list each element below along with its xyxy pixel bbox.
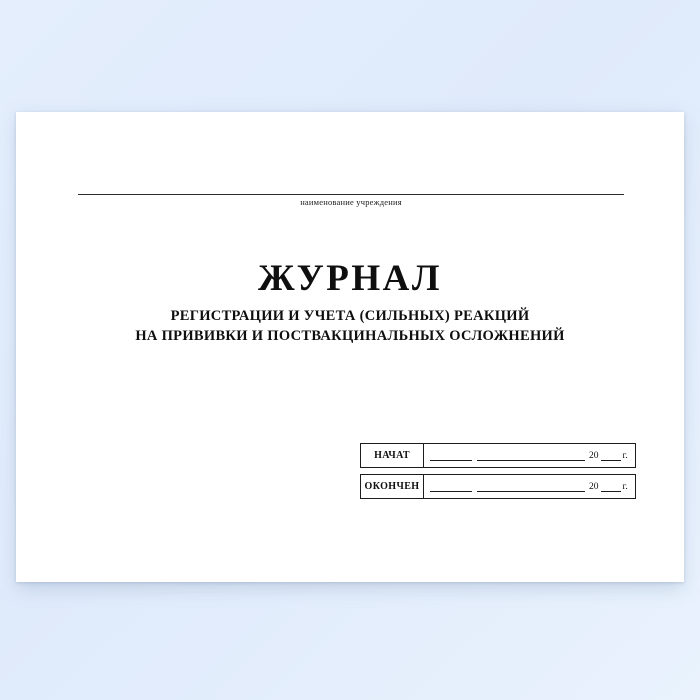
finished-month-blank[interactable] <box>477 481 585 492</box>
finished-date-row <box>360 474 636 499</box>
started-year-prefix: 20 <box>589 450 599 461</box>
document-subtitle-line-1: РЕГИСТРАЦИИ И УЧЕТА (СИЛЬНЫХ) РЕАКЦИЙ <box>170 307 530 324</box>
started-year-suffix: г. <box>622 450 628 461</box>
title-block <box>16 260 684 345</box>
started-day-blank[interactable] <box>430 450 472 461</box>
started-date-row <box>360 443 636 468</box>
document-subtitle-line-2: НА ПРИВИВКИ И ПОСТВАКЦИНАЛЬНЫХ ОСЛОЖНЕНИЙ <box>135 327 565 344</box>
document-title: ЖУРНАЛ <box>258 258 442 299</box>
started-label: НАЧАТ <box>361 444 424 467</box>
finished-year-suffix: г. <box>622 481 628 492</box>
started-year-blank[interactable] <box>601 450 621 461</box>
finished-year-blank[interactable] <box>601 481 621 492</box>
institution-name-rule <box>78 194 624 195</box>
started-month-blank[interactable] <box>477 450 585 461</box>
finished-year-prefix: 20 <box>589 481 599 492</box>
document-cover-sheet <box>16 112 684 582</box>
finished-label: ОКОНЧЕН <box>361 475 424 498</box>
started-fields <box>424 444 635 467</box>
finished-fields <box>424 475 635 498</box>
finished-day-blank[interactable] <box>430 481 472 492</box>
date-fields-block <box>360 443 636 505</box>
institution-name-caption: наименование учреждения <box>300 197 402 207</box>
